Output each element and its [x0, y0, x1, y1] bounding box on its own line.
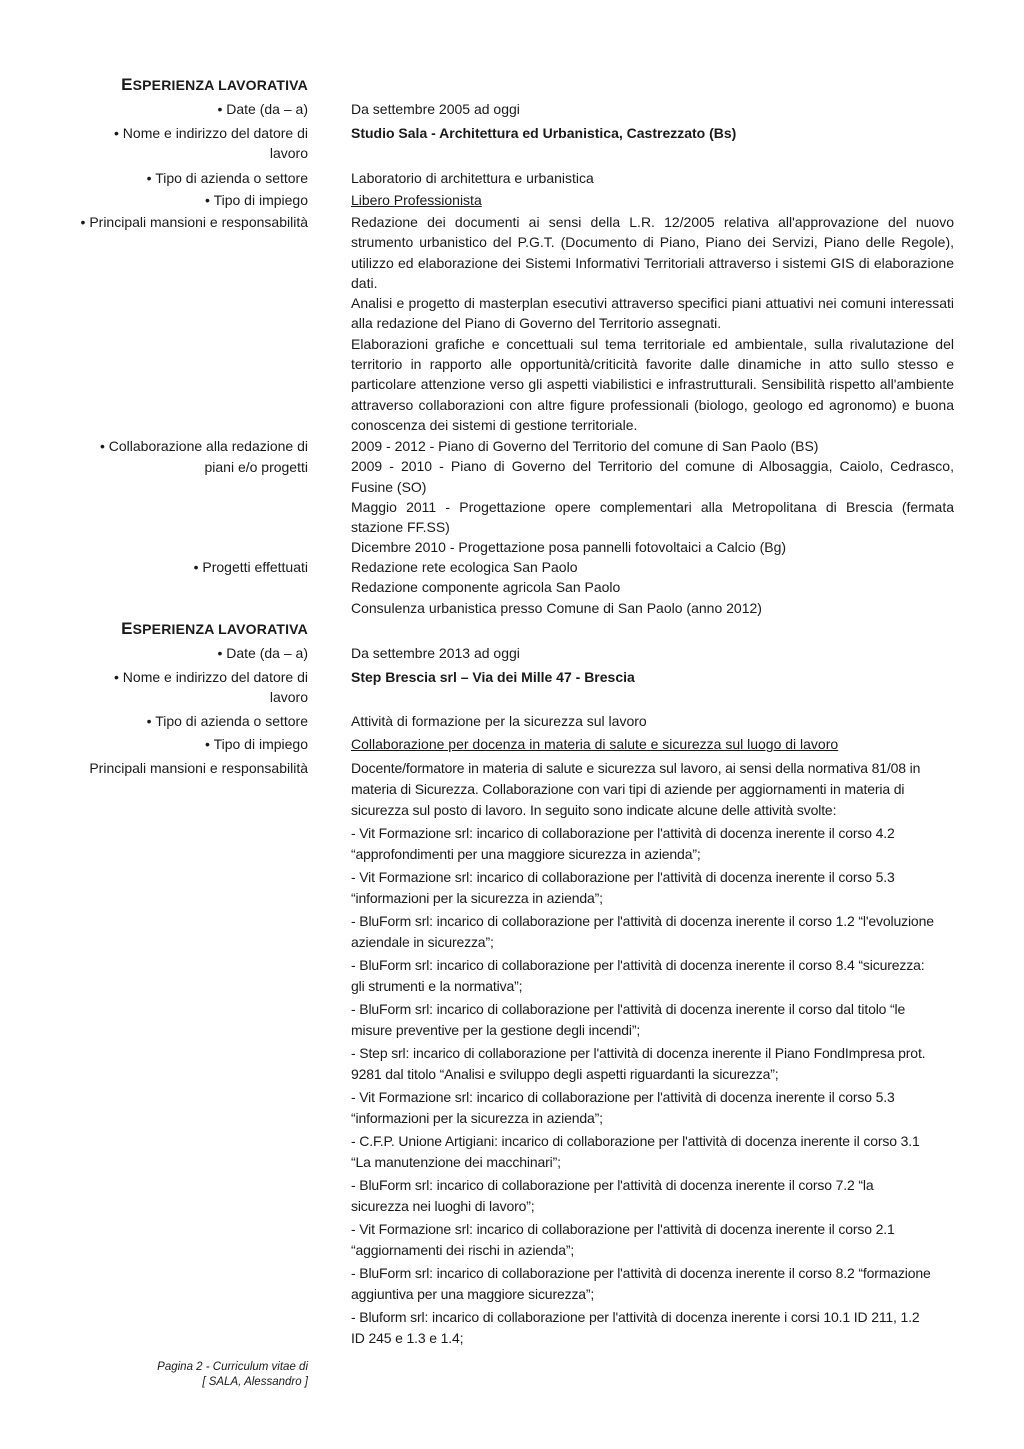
duties-text	[351, 758, 954, 1351]
activity-item: - Vit Formazione srl: incarico di collaborazione per l'attività di docenza inerente il corso 4.2 “approfondimenti per una maggiore sicurezza in azienda”;	[351, 825, 895, 862]
collab-list	[351, 436, 954, 558]
footer-page-label: Pagina 2 - Curriculum vitae di	[157, 1361, 308, 1373]
job-type-value: Libero Professionista	[351, 192, 482, 208]
activity-item: - C.F.P. Unione Artigiani: incarico di collaborazione per l'attività di docenza inerente il corso 3.1 “La manutenzione dei macchinari”;	[351, 1133, 920, 1170]
date-value: Da settembre 2013 ad oggi	[351, 645, 520, 661]
collab-item: Dicembre 2010 - Progettazione posa pannelli fotovoltaici a Calcio (Bg)	[351, 539, 787, 556]
collab-row	[60, 436, 954, 556]
date-row	[60, 99, 954, 120]
activity-item: - Vit Formazione srl: incarico di collaborazione per l'attività di docenza inerente il corso 5.3 “informazioni per la sicurezza in azienda”;	[351, 869, 895, 906]
sector-value: Laboratorio di architettura e urbanistica	[351, 170, 594, 186]
job-type-label: • Tipo di impiego	[205, 192, 308, 208]
project-item: Redazione componente agricola San Paolo	[351, 579, 621, 596]
duties-intro: Docente/formatore in materia di salute e sicurezza sul lavoro, ai sensi della normativa 81/08 in materia di Sicurezza. Collaborazione con vari tipi di aziende per aggiornamenti in materia di sicurezza sul posto di lavoro. In seguito sono indicate alcune delle attività svolte:	[351, 760, 921, 818]
employer-value: Step Brescia srl – Via dei Mille 47 - Brescia	[351, 669, 635, 685]
job-type-label: • Tipo di impiego	[205, 736, 308, 752]
date-row	[60, 643, 954, 664]
duty-paragraph: Redazione dei documenti ai sensi della L.R. 12/2005 relativa all'approvazione del nuovo strumento urbanistico del P.G.T. (Documento di Piano, Piano dei Servizi, Piano delle Regole), utilizzo ed elaborazione dei Sistemi Informativi Territoriali attraverso i sistemi GIS di elaborazione dati.	[351, 214, 954, 291]
duties-text	[351, 212, 954, 435]
employer-value: Studio Sala - Architettura ed Urbanistica, Castrezzato (Bs)	[351, 125, 737, 141]
duties-label: Principali mansioni e responsabilità	[89, 760, 308, 776]
duty-paragraph: Elaborazioni grafiche e concettuali sul tema territoriale ed ambientale, sulla rivalutazione del territorio in rapporto alle opportunità/criticità favorite dalle dinamiche in atto sullo stesso e particolare attenzione verso gli aspetti viabilistici e infrastrutturali. Sensibilità rispetto all'ambiente attraverso collaborazioni con altre figure professionali (biologo, geologo ed agronomo) e buona conoscenza dei sistemi di gestione territoriale.	[351, 335, 954, 433]
footer-name: [ SALA, Alessandro ]	[202, 1376, 308, 1388]
date-value: Da settembre 2005 ad oggi	[351, 101, 520, 117]
projects-label: • Progetti effettuati	[193, 559, 308, 575]
activity-item: - BluForm srl: incarico di collaborazione per l'attività di docenza inerente il corso 7.2 “la sicurezza nei luoghi di lavoro”;	[351, 1177, 874, 1214]
activity-item: - Vit Formazione srl: incarico di collaborazione per l'attività di docenza inerente il corso 5.3 “informazioni per la sicurezza in azienda”;	[351, 1089, 895, 1126]
job-type-row	[60, 190, 954, 211]
sector-label: • Tipo di azienda o settore	[146, 713, 308, 729]
job-type-value: Collaborazione per docenza in materia di salute e sicurezza sul luogo di lavoro	[351, 736, 839, 752]
activity-item: - BluForm srl: incarico di collaborazione per l'attività di docenza inerente il corso dal titolo “le misure preventive per la gestione degli incendi”;	[351, 1001, 906, 1038]
activity-item: - BluForm srl: incarico di collaborazione per l'attività di docenza inerente il corso 1.2 “l'evoluzione aziendale in sicurezza”;	[351, 913, 934, 950]
duties-row	[60, 758, 954, 1348]
sector-value: Attività di formazione per la sicurezza sul lavoro	[351, 713, 647, 729]
sector-row	[60, 711, 954, 732]
collab-item: Maggio 2011 - Progettazione opere complementari alla Metropolitana di Brescia (fermata stazione FF.SS)	[351, 498, 954, 536]
activity-item: - Bluform srl: incarico di collaborazione per l'attività di docenza inerente i corsi 10.1 ID 211, 1.2 ID 245 e 1.3 e 1.4;	[351, 1309, 920, 1346]
activity-item: - Step srl: incarico di collaborazione per l'attività di docenza inerente il Piano FondImpresa prot. 9281 dal titolo “Analisi e sviluppo degli aspetti riguardanti la sicurezza”;	[351, 1045, 926, 1082]
sector-row	[60, 168, 954, 189]
section-title: ESPERIENZA LAVORATIVA	[121, 75, 308, 94]
activity-item: - BluForm srl: incarico di collaborazione per l'attività di docenza inerente il corso 8.4 “sicurezza: gli strumenti e la normativa”;	[351, 957, 925, 994]
collab-label: • Collaborazione alla redazione di piani e/o progetti	[99, 438, 308, 476]
sector-label: • Tipo di azienda o settore	[146, 170, 308, 186]
date-label: • Date (da – a)	[217, 645, 308, 661]
employer-row	[60, 123, 954, 164]
collab-item: 2009 - 2010 - Piano di Governo del Territorio del comune di Albosaggia, Caiolo, Cedrasco, Fusine (SO)	[351, 458, 954, 495]
job-type-row	[60, 734, 954, 755]
employer-label: • Nome e indirizzo del datore di lavoro	[114, 669, 308, 706]
collab-item: 2009 - 2012 - Piano di Governo del Territorio del comune di San Paolo (BS)	[351, 438, 819, 454]
section-title: ESPERIENZA LAVORATIVA	[121, 619, 308, 638]
duties-label: • Principali mansioni e responsabilità	[80, 214, 308, 230]
date-label: • Date (da – a)	[217, 101, 308, 117]
duties-row	[60, 212, 954, 434]
activity-item: - Vit Formazione srl: incarico di collaborazione per l'attività di docenza inerente il corso 2.1 “aggiornamenti dei rischi in azienda”;	[351, 1221, 895, 1258]
duty-paragraph: Analisi e progetto di masterplan esecutivi attraverso specifici piani attuativi nei comuni interessati alla redazione del Piano di Governo del Territorio assegnati.	[351, 295, 954, 332]
activity-item: - BluForm srl: incarico di collaborazione per l'attività di docenza inerente il corso 8.2 “formazione aggiuntiva per una maggiore sicurezza”;	[351, 1265, 931, 1302]
project-item: Redazione rete ecologica San Paolo	[351, 559, 578, 575]
projects-list	[351, 557, 954, 618]
project-item: Consulenza urbanistica presso Comune di San Paolo (anno 2012)	[351, 599, 762, 616]
employer-label: • Nome e indirizzo del datore di lavoro	[114, 125, 308, 162]
employer-row	[60, 667, 954, 708]
page-footer	[60, 1360, 308, 1390]
projects-row	[60, 557, 954, 619]
